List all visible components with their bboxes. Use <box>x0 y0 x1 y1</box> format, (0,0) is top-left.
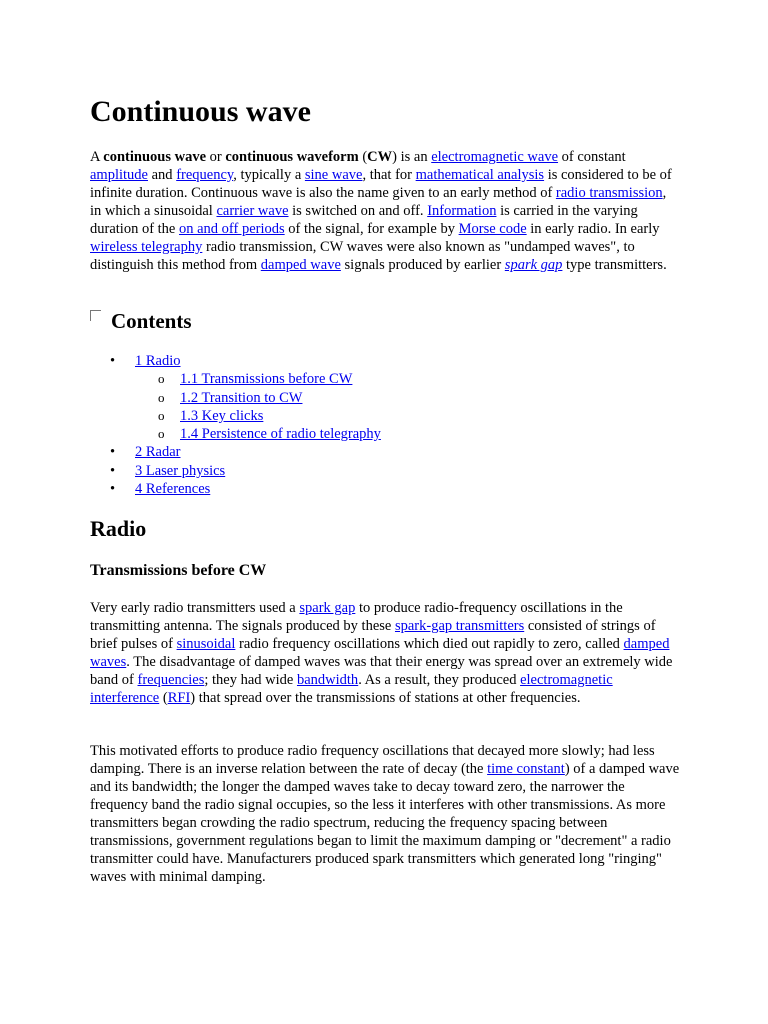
link-bandwidth[interactable]: bandwidth <box>296 672 359 688</box>
paragraph: This motivated efforts to produce radio frequency oscillations that decayed more slowly; had less damping. There is an inverse relation between the rate of decay (the time constant) of a damped wave and its bandwidth; the longer the damped waves take to decay toward zero, the narrower the frequency band the radio signal occupies, so the less it interferes with other transmissions. As more transmitters began crowding the radio spectrum, reducing the frequency spacing between transmissions, government regulations began to limit the maximum damping or "decrement" a radio transmitter could have. Manufacturers produced spark transmitters which generated long "ringing" waves with minimal damping. <box>90 743 680 885</box>
paragraph: Very early radio transmitters used a spark gap to produce radio-frequency oscillations in the transmitting antenna. The signals produced by these spark-gap transmitters consisted of strings of brief pulses of sinusoidal radio frequency oscillations which died out rapidly to zero, called damped waves. The disadvantage of damped waves was that their energy was spread over an extremely wide band of frequencies; they had wide bandwidth. As a result, they produced electromagnetic interference (RFI) that spread over the transmissions of stations at other frequencies. <box>90 600 673 706</box>
link-amplitude[interactable]: amplitude <box>90 167 148 183</box>
toc-item <box>90 443 680 461</box>
toc-link-transmissions-before-cw[interactable]: 1.1 Transmissions before CW <box>180 371 353 388</box>
link-sine-wave[interactable]: sine wave <box>304 167 363 183</box>
toc-item <box>90 370 680 388</box>
toc-item <box>90 462 680 480</box>
toc-toggle-checkbox[interactable] <box>90 310 101 321</box>
toc-item <box>90 425 680 443</box>
link-sinusoidal[interactable]: sinusoidal <box>176 636 236 652</box>
link-radio-transmission[interactable]: radio transmission <box>555 185 663 201</box>
toc-link-key-clicks[interactable]: 1.3 Key clicks <box>180 407 264 424</box>
toc-item <box>90 352 680 370</box>
subsection-heading-transmissions-before-cw: Transmissions before CW <box>90 562 267 579</box>
toc-link-persistence-of-radio-telegraphy[interactable]: 1.4 Persistence of radio telegraphy <box>180 426 381 443</box>
bullet: o <box>158 426 165 442</box>
bullet: • <box>110 353 116 369</box>
link-information[interactable]: Information <box>427 203 497 219</box>
link-rfi[interactable]: RFI <box>167 690 191 706</box>
bullet: • <box>110 462 116 479</box>
link-spark-gap-transmitters[interactable]: spark-gap transmitters <box>394 618 525 634</box>
link-on-and-off-periods[interactable]: on and off periods <box>179 221 285 237</box>
link-time-constant[interactable]: time constant <box>487 761 565 777</box>
link-morse-code[interactable]: Morse code <box>458 221 527 237</box>
section-heading-radio: Radio <box>90 516 147 541</box>
link-carrier-wave[interactable]: carrier wave <box>216 203 289 219</box>
link-frequency[interactable]: frequency <box>176 167 234 183</box>
toc-item <box>90 407 680 425</box>
link-mathematical-analysis[interactable]: mathematical analysis <box>415 167 545 183</box>
link-wireless-telegraphy[interactable]: wireless telegraphy <box>90 239 203 255</box>
link-electromagnetic-wave[interactable]: electromagnetic wave <box>431 149 559 165</box>
toc-link-transition-to-cw[interactable]: 1.2 Transition to CW <box>180 389 303 406</box>
toc-link-radio[interactable]: 1 Radio <box>135 353 181 369</box>
bullet: o <box>158 389 165 405</box>
toc-item <box>90 389 680 407</box>
toc-title: Contents <box>111 309 192 333</box>
link-frequencies[interactable]: frequencies <box>137 672 205 688</box>
link-damped-wave[interactable]: damped wave <box>260 257 341 273</box>
table-of-contents <box>90 352 680 498</box>
link-electromagnetic-interference[interactable]: electromagnetic interference <box>90 672 613 706</box>
bullet: o <box>158 407 165 423</box>
toc-item <box>90 480 680 498</box>
link-spark-gap[interactable]: spark gap <box>299 600 356 616</box>
bullet: o <box>158 371 165 387</box>
toc-link-references[interactable]: 4 References <box>135 481 211 498</box>
toc-link-laser-physics[interactable]: 3 Laser physics <box>135 462 226 479</box>
page-title: Continuous wave <box>90 95 311 128</box>
link-damped-waves[interactable]: damped waves <box>90 636 670 670</box>
link-spark-gap-italic[interactable]: spark gap <box>504 257 563 273</box>
bullet: • <box>110 481 116 498</box>
toc-link-radar[interactable]: 2 Radar <box>135 444 181 461</box>
intro-paragraph: A continuous wave or continuous waveform (CW) is an electromagnetic wave of constant amplitude and frequency, typically a sine wave, that for mathematical analysis is considered to be of infinite duration. Continuous wave is also the name given to an early method of radio transmission, in which a sinusoidal carrier wave is switched on and off. Information is carried in the varying duration of the on and off periods of the signal, for example by Morse code in early radio. In early wireless telegraphy radio transmission, CW waves were also known as "undamped waves", to distinguish this method from damped wave signals produced by earlier spark gap type transmitters. <box>90 149 672 273</box>
bullet: • <box>110 444 116 461</box>
